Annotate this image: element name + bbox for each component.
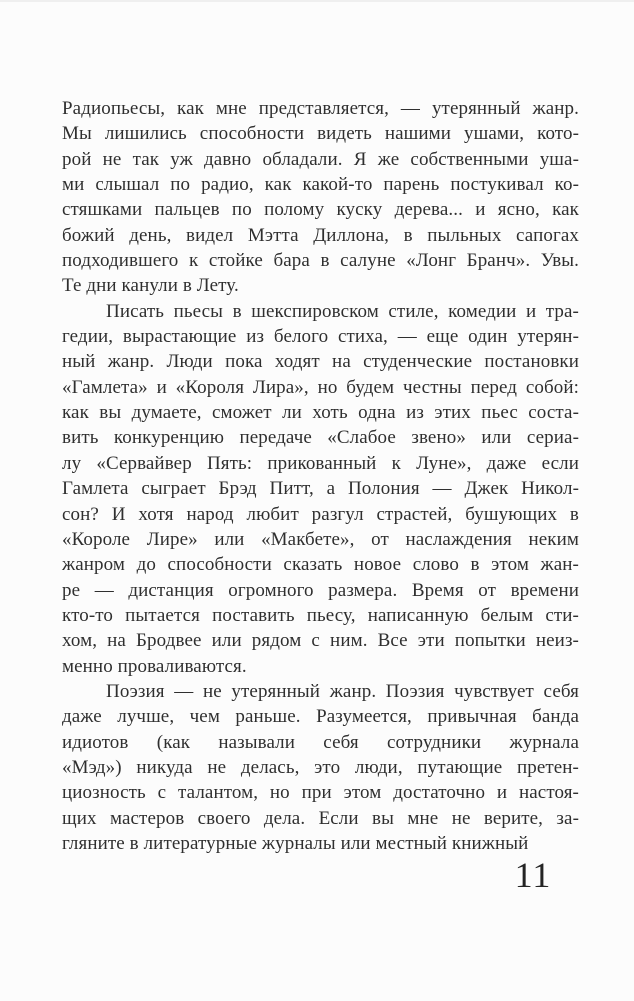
text-line: гляните в литературные журналы или местный книжный: [62, 832, 529, 854]
text-line: Те дни канули в Лету.: [62, 275, 239, 297]
text-line: хом, на Бродвее или рядом с ним. Все эти попытки неиз-: [62, 630, 579, 652]
text-line: кто-то пытается поставить пьесу, написанную белым сти-: [62, 604, 579, 626]
text-line: менно проваливаются.: [62, 655, 247, 677]
text-line: «Гамлета» и «Короля Лира», но будем честны перед собой:: [62, 376, 579, 398]
text-line: рой не так уж давно обладали. Я же собственными уша-: [62, 148, 579, 170]
text-line: лу «Сервайвер Пять: прикованный к Луне», даже если: [62, 452, 579, 474]
body-text: [62, 96, 579, 856]
text-line: вить конкуренцию передаче «Слабое звено» или сериа-: [62, 427, 579, 449]
text-line: сон? И хотя народ любит разгул страстей, бушующих в: [62, 503, 579, 525]
text-line: гедии, вырастающие из белого стиха, — еще один утерян-: [62, 326, 579, 348]
text-line: как вы думаете, сможет ли хоть одна из этих пьес соста-: [62, 402, 579, 424]
text-line: стяшками пальцев по полому куску дерева... и ясно, как: [62, 199, 579, 221]
text-line: ный жанр. Люди пока ходят на студенческие постановки: [62, 351, 579, 373]
text-line: Гамлета сыграет Брэд Питт, а Полония — Джек Никол-: [62, 478, 579, 500]
paragraph: [62, 679, 579, 856]
text-line: щих мастеров своего дела. Если вы мне не верите, за-: [62, 807, 579, 829]
text-line: идиотов (как называли себя сотрудники журнала: [62, 731, 579, 753]
paragraph: [62, 96, 579, 299]
text-line: Мы лишились способности видеть нашими ушами, кото-: [62, 123, 579, 145]
text-line: ми слышал по радио, как какой-то парень постукивал ко-: [62, 174, 579, 196]
text-line: подходившего к стойке бара в салуне «Лонг Бранч». Увы.: [62, 250, 579, 272]
text-line: циозность с талантом, но при этом достаточно и настоя-: [62, 782, 579, 804]
text-line: Писать пьесы в шекспировском стиле, комедии и тра-: [106, 300, 579, 322]
text-line: жанром до способности сказать новое слово в этом жан-: [62, 554, 579, 576]
text-line: даже лучше, чем раньше. Разумеется, привычная банда: [62, 706, 579, 728]
paragraph: [62, 299, 579, 679]
text-line: «Короле Лире» или «Макбете», от наслаждения неким: [62, 528, 579, 550]
scan-edge: [0, 0, 634, 2]
text-line: Поэзия — не утерянный жанр. Поэзия чувствует себя: [106, 680, 579, 702]
text-line: Радиопьесы, как мне представляется, — утерянный жанр.: [62, 98, 579, 119]
text-line: божий день, видел Мэтта Диллона, в пыльных сапогах: [62, 224, 579, 246]
text-line: «Мэд») никуда не делась, это люди, путающие претен-: [62, 756, 579, 778]
text-line: ре — дистанция огромного размера. Время от времени: [62, 579, 579, 601]
page-number: 11: [514, 855, 552, 895]
